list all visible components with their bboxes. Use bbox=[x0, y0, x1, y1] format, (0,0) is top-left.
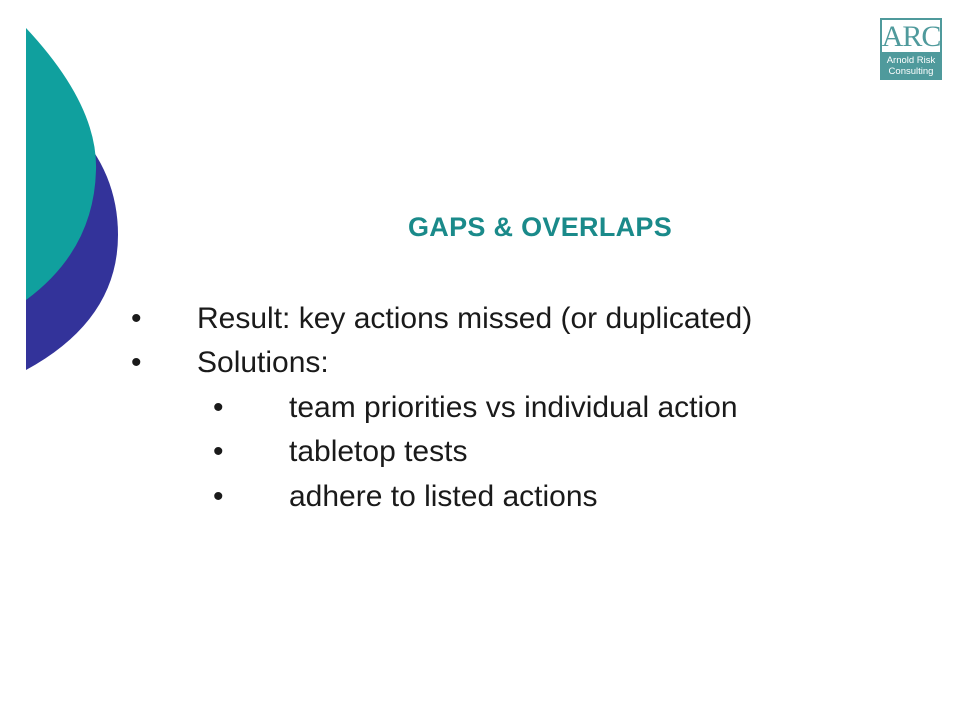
sub-bullet-item-team-priorities: team priorities vs individual action bbox=[289, 391, 738, 424]
company-logo bbox=[880, 18, 942, 80]
logo-tagline bbox=[880, 55, 942, 77]
bullet-marker: • bbox=[131, 346, 142, 379]
slide-title: GAPS & OVERLAPS bbox=[408, 212, 673, 242]
bullet-item-solutions: Solutions: bbox=[197, 346, 329, 379]
sub-bullet-item-tabletop-tests: tabletop tests bbox=[289, 435, 468, 468]
decorative-arc-shapes bbox=[0, 0, 140, 380]
logo-tagline-line2: Consulting bbox=[888, 66, 934, 77]
bullet-item-result: Result: key actions missed (or duplicated) bbox=[197, 302, 753, 335]
sub-bullet-marker: • bbox=[213, 435, 224, 468]
bullet-marker: • bbox=[131, 302, 142, 335]
logo-tagline-line1: Arnold Risk bbox=[886, 55, 936, 66]
sub-bullet-marker: • bbox=[213, 391, 224, 424]
logo-letters: ARC bbox=[881, 20, 941, 53]
sub-bullet-marker: • bbox=[213, 480, 224, 513]
sub-bullet-item-adhere: adhere to listed actions bbox=[289, 480, 598, 513]
logo-letters-box bbox=[880, 18, 942, 54]
